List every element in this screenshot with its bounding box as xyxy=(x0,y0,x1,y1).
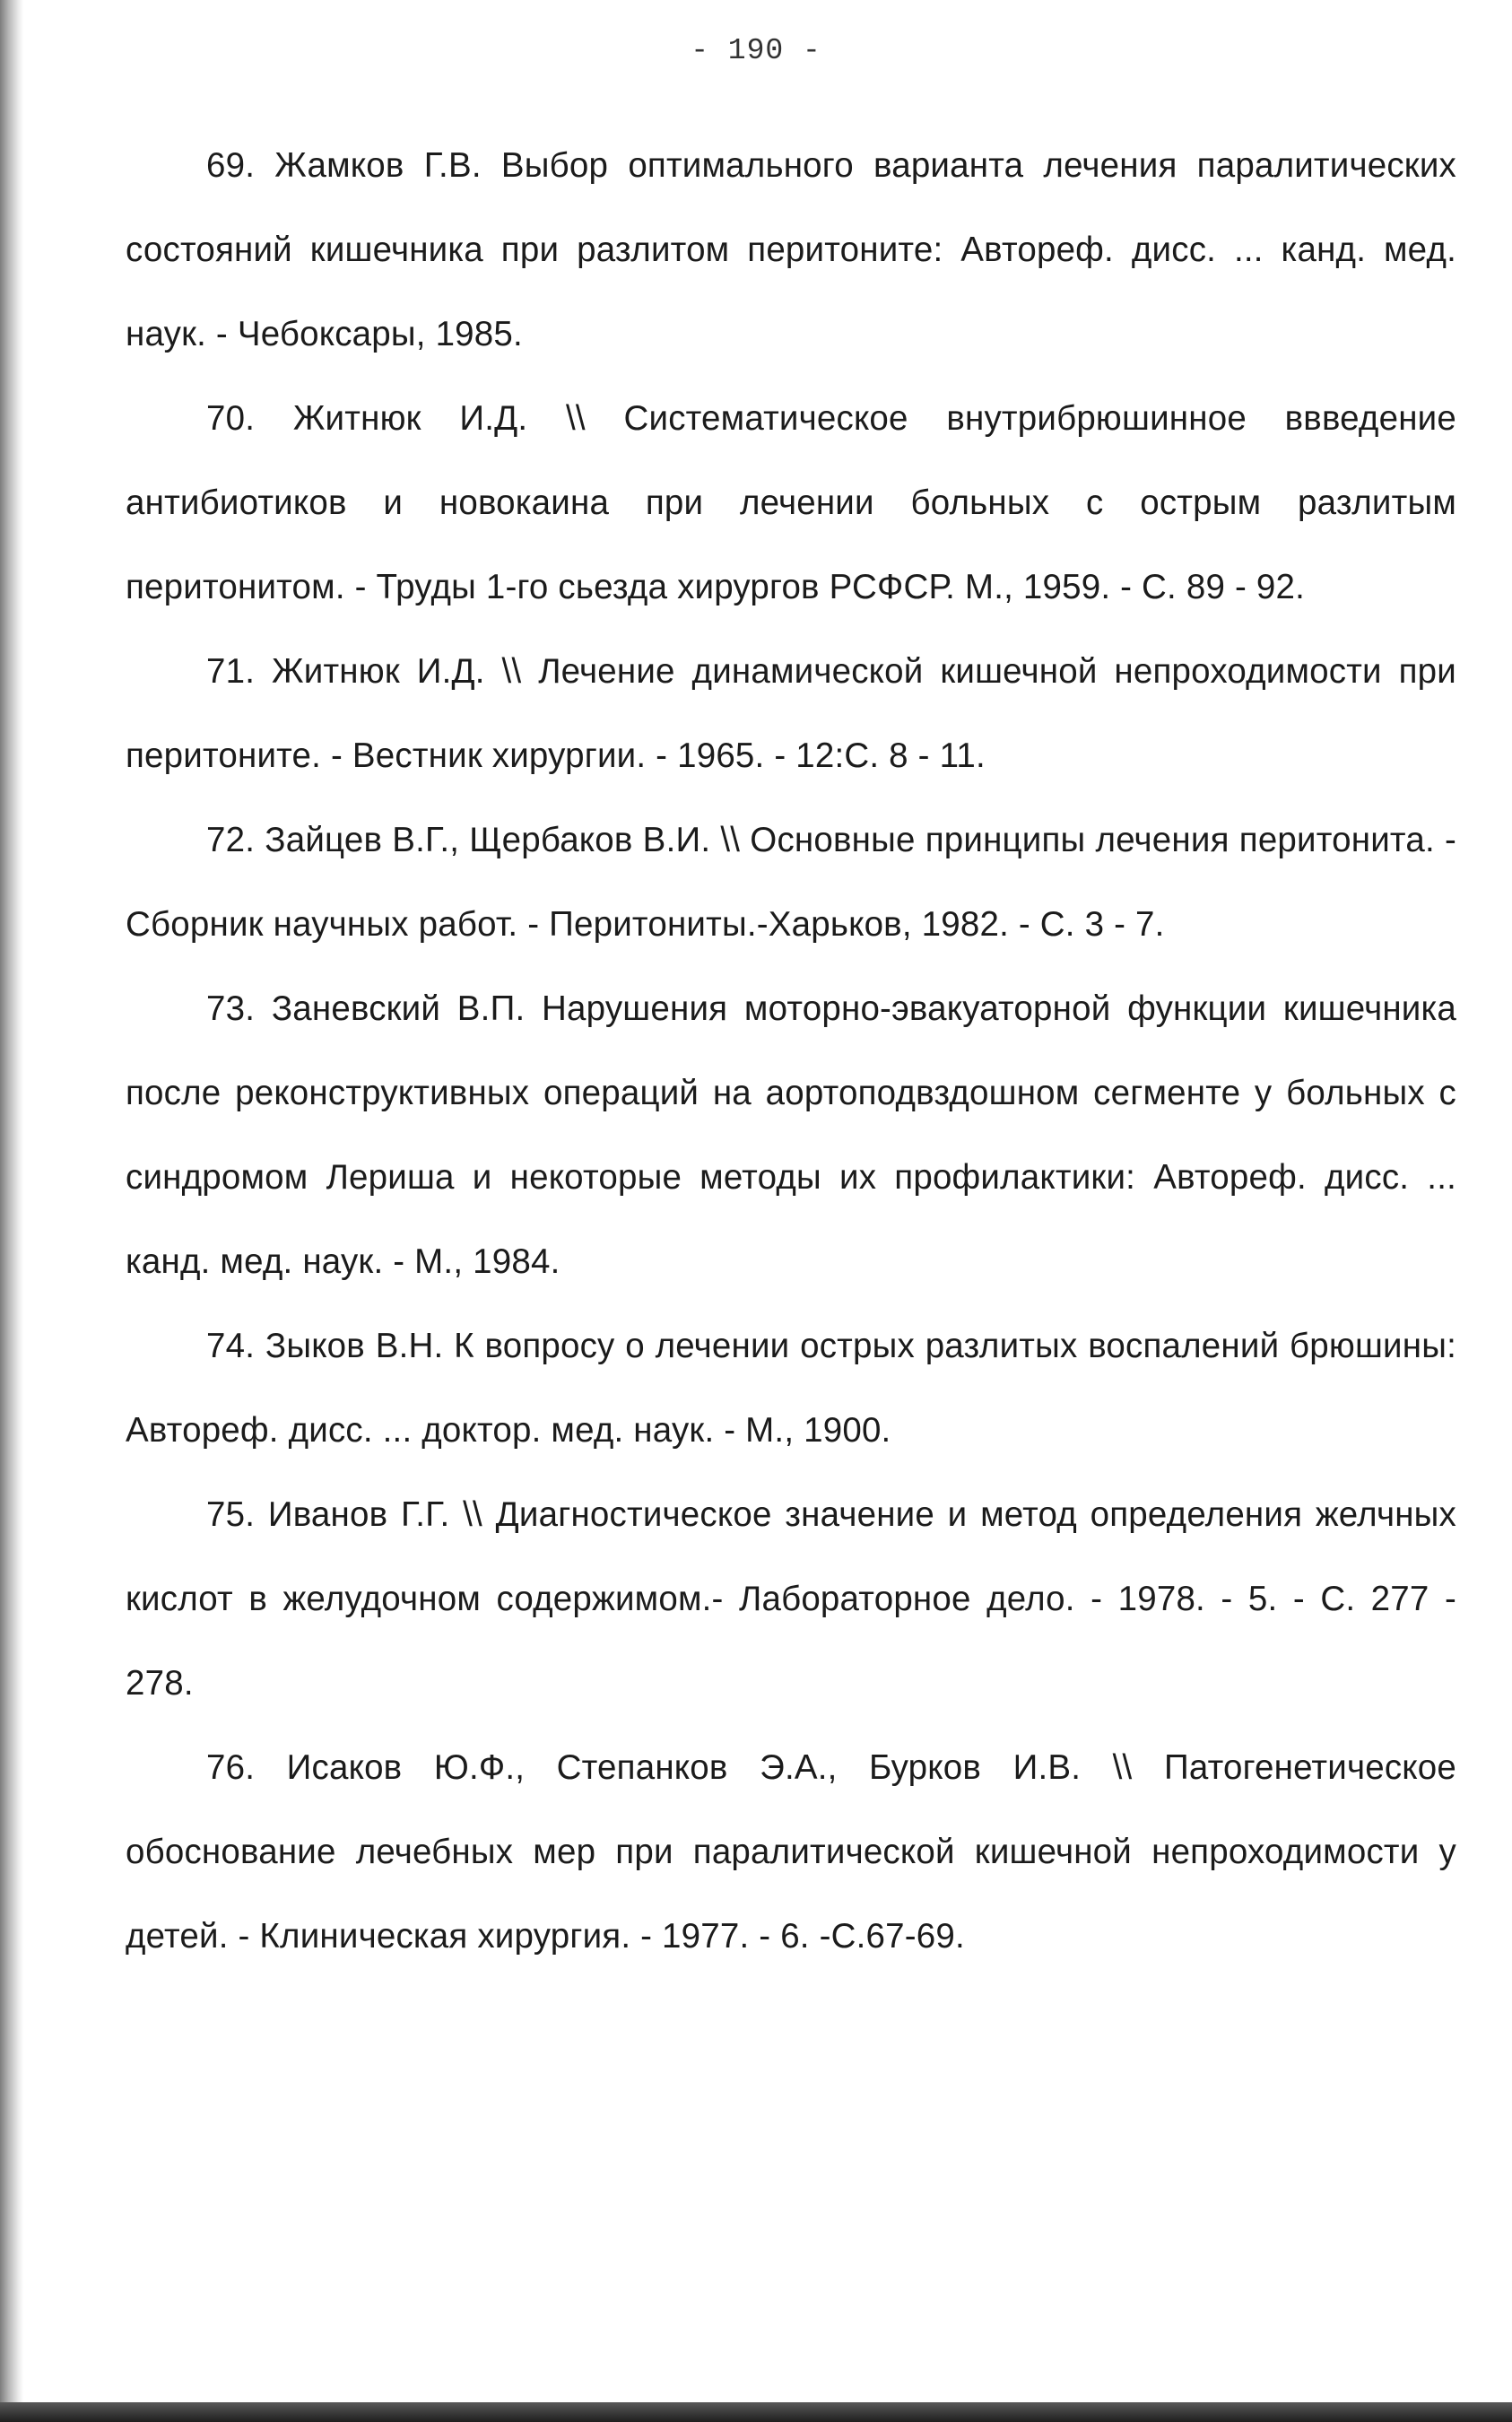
reference-item-70: 70. Житнюк И.Д. \\ Систематическое внутрибрюшинное ввведение антибиотиков и новокаина при лечении больных с острым разлитым перитонитом. - Труды 1-го сьезда хирургов РСФСР. М., 1959. - С. 89 - 92. xyxy=(126,399,1456,606)
reference-list xyxy=(126,124,1456,1979)
reference-item-73: 73. Заневский В.П. Нарушения моторно-эвакуаторной функции кишечника после реконструктивных операций на аортоподвздошном сегменте у больных с синдромом Лериша и некоторые методы их профилактики: Автореф. дисс. ... канд. мед. наук. - М., 1984. xyxy=(126,989,1456,1281)
reference-item-76: 76. Исаков Ю.Ф., Степанков Э.А., Бурков И.В. \\ Патогенетическое обоснование лечебных мер при паралитической кишечной непроходимости у детей. - Клиническая хирургия. - 1977. - 6. -С.67-69. xyxy=(126,1748,1456,1956)
reference-item-69: 69. Жамков Г.В. Выбор оптимального варианта лечения паралитических состояний кишечника при разлитом перитоните: Автореф. дисс. ... канд. мед. наук. - Чебоксары, 1985. xyxy=(126,146,1456,353)
scan-bottom-edge xyxy=(0,2402,1512,2422)
scan-binding-shadow xyxy=(0,0,23,2422)
reference-item-75: 75. Иванов Г.Г. \\ Диагностическое значение и метод определения желчных кислот в желудочном содержимом.- Лабораторное дело. - 1978. - 5. - С. 277 - 278. xyxy=(126,1495,1456,1703)
reference-item-71: 71. Житнюк И.Д. \\ Лечение динамической кишечной непроходимости при перитоните. - Вестник хирургии. - 1965. - 12:С. 8 - 11. xyxy=(126,652,1456,775)
reference-item-74: 74. Зыков В.Н. К вопросу о лечении острых разлитых воспалений брюшины: Автореф. дисс. ... доктор. мед. наук. - М., 1900. xyxy=(126,1327,1456,1450)
page-number: - 190 - xyxy=(691,34,821,67)
reference-item-72: 72. Зайцев В.Г., Щербаков В.И. \\ Основные принципы лечения перитонита. - Сборник научных работ. - Перитониты.-Харьков, 1982. - С. 3 - 7. xyxy=(126,821,1456,944)
